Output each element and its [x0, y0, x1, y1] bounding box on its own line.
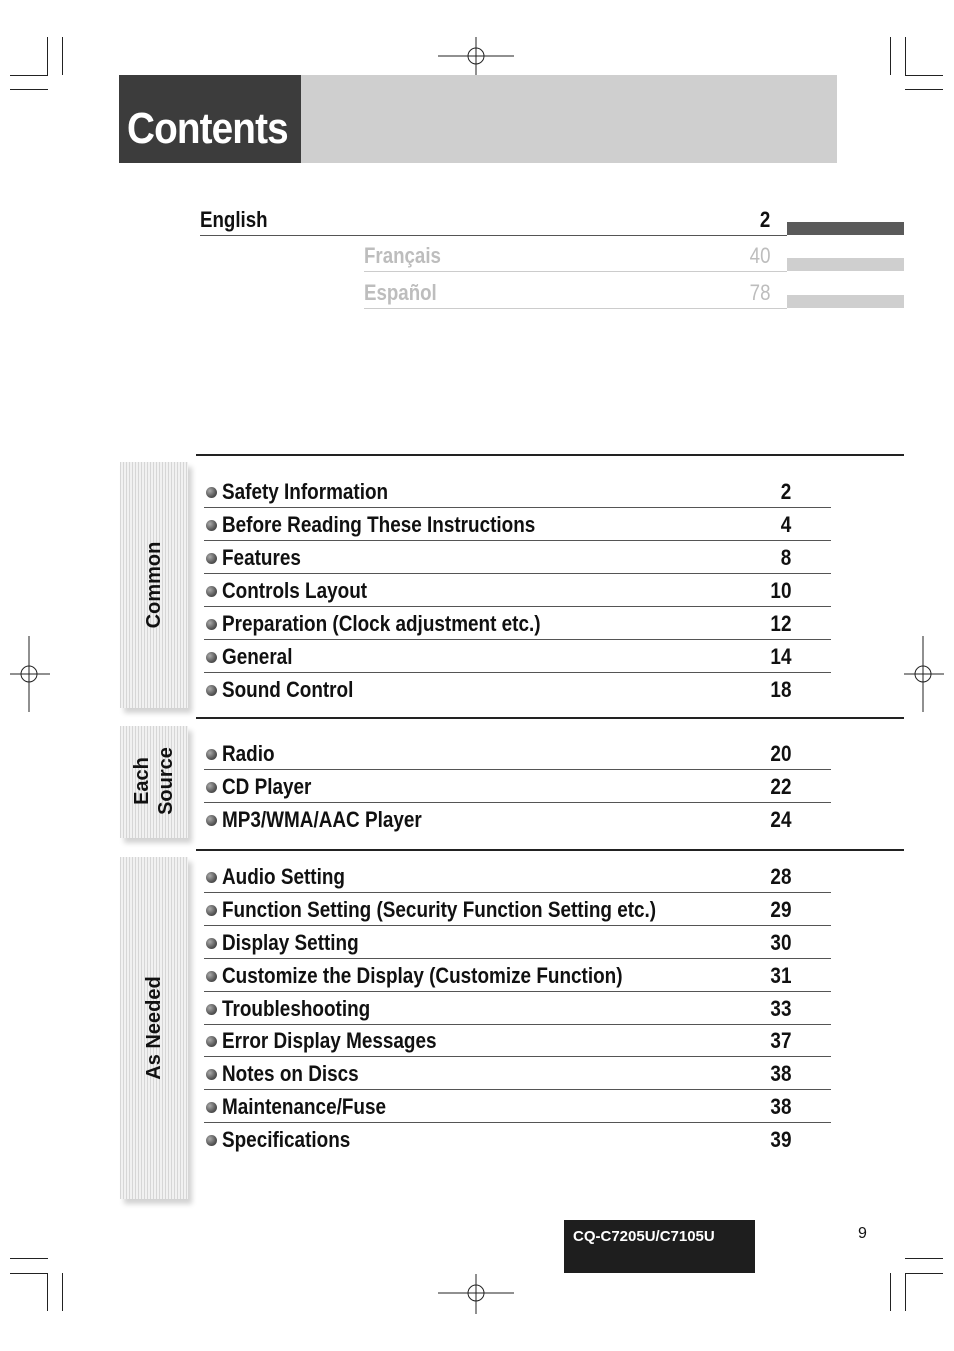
section-label-line2: Source	[155, 747, 177, 815]
bullet-icon	[206, 872, 217, 883]
bullet-icon	[206, 619, 217, 630]
toc-item-label: General	[222, 644, 293, 669]
toc-item[interactable]	[204, 926, 831, 959]
section-rule	[196, 717, 904, 719]
toc-item[interactable]	[204, 737, 831, 770]
page-title: Contents	[127, 104, 288, 153]
toc-item-label: Sound Control	[222, 677, 354, 702]
bullet-icon	[206, 1069, 217, 1080]
model-box	[564, 1220, 755, 1273]
toc-item[interactable]	[204, 673, 831, 706]
toc-item[interactable]	[204, 1024, 831, 1057]
registration-mark-icon	[904, 636, 944, 712]
toc-item-label: Audio Setting	[222, 864, 345, 889]
toc-item[interactable]	[204, 475, 831, 508]
section-tab-as-needed	[120, 857, 188, 1199]
language-page: 2	[759, 207, 770, 232]
toc-item[interactable]	[204, 803, 831, 836]
crop-mark	[905, 1258, 943, 1259]
section-rule	[196, 454, 904, 456]
toc-item[interactable]	[204, 1057, 831, 1090]
toc-item[interactable]	[204, 860, 831, 893]
crop-mark	[890, 1273, 891, 1311]
toc-item-label: Preparation (Clock adjustment etc.)	[222, 611, 541, 636]
language-page: 78	[749, 280, 770, 305]
toc-item-page: 8	[780, 545, 791, 570]
page-number: 9	[858, 1225, 867, 1242]
toc-item-label: Before Reading These Instructions	[222, 512, 536, 537]
toc-item-page: 14	[769, 644, 791, 669]
toc-item-page: 37	[769, 1028, 791, 1053]
toc-item-label: Features	[222, 545, 301, 570]
toc-item-label: Troubleshooting	[222, 996, 371, 1021]
toc-item-label: MP3/WMA/AAC Player	[222, 807, 422, 832]
title-box	[119, 75, 301, 163]
toc-item-label: Customize the Display (Customize Function)	[222, 963, 623, 988]
toc-item[interactable]	[204, 640, 831, 673]
toc-item[interactable]	[204, 508, 831, 541]
bullet-icon	[206, 749, 217, 760]
bullet-icon	[206, 520, 217, 531]
section-tab-each-source	[120, 726, 188, 838]
toc-item-label: Function Setting (Security Function Setting etc.)	[222, 897, 657, 922]
registration-mark-icon	[10, 636, 50, 712]
section-label-line1: Each	[131, 757, 153, 805]
section-label: Common	[143, 541, 165, 629]
toc-item-label: Maintenance/Fuse	[222, 1094, 387, 1119]
crop-mark	[905, 89, 943, 90]
toc-item-page: 33	[769, 996, 791, 1021]
toc-item-page: 38	[769, 1094, 791, 1119]
toc-item[interactable]	[204, 992, 831, 1025]
language-tab	[787, 295, 904, 308]
toc-item-page: 24	[769, 807, 791, 832]
toc-item-label: CD Player	[222, 774, 312, 799]
crop-mark	[10, 1258, 48, 1259]
toc-item-page: 2	[780, 479, 791, 504]
language-english[interactable]	[200, 207, 770, 233]
bullet-icon	[206, 1036, 217, 1047]
toc-item-page: 30	[769, 930, 791, 955]
crop-mark	[905, 75, 943, 76]
crop-mark	[62, 1273, 63, 1311]
bullet-icon	[206, 782, 217, 793]
bullet-icon	[206, 905, 217, 916]
bullet-icon	[206, 586, 217, 597]
crop-mark	[47, 37, 48, 75]
toc-item-page: 22	[769, 774, 791, 799]
bullet-icon	[206, 487, 217, 498]
bullet-icon	[206, 1102, 217, 1113]
toc-item-page: 18	[769, 677, 791, 702]
crop-mark	[905, 37, 906, 75]
bullet-icon	[206, 1004, 217, 1015]
toc-item-label: Safety Information	[222, 479, 389, 504]
bullet-icon	[206, 971, 217, 982]
toc-item[interactable]	[204, 1123, 831, 1156]
bullet-icon	[206, 938, 217, 949]
toc-item[interactable]	[204, 574, 831, 607]
toc-item-page: 20	[769, 741, 791, 766]
toc-item-label: Specifications	[222, 1127, 351, 1152]
language-spanish[interactable]	[364, 280, 770, 306]
toc-item-page: 4	[780, 512, 791, 537]
registration-mark-icon	[438, 1274, 514, 1314]
toc-item-page: 29	[769, 897, 791, 922]
language-underline	[364, 308, 787, 309]
section-tab-common	[120, 462, 188, 708]
crop-mark	[62, 37, 63, 75]
toc-item-page: 10	[769, 578, 791, 603]
language-page: 40	[749, 243, 770, 268]
bullet-icon	[206, 553, 217, 564]
toc-item-page: 28	[769, 864, 791, 889]
crop-mark	[10, 1273, 48, 1274]
crop-mark	[10, 75, 48, 76]
language-tab-active	[787, 222, 904, 235]
bullet-icon	[206, 815, 217, 826]
bullet-icon	[206, 1135, 217, 1146]
language-tab	[787, 258, 904, 271]
toc-item[interactable]	[204, 959, 831, 992]
crop-mark	[905, 1273, 943, 1274]
toc-item-label: Display Setting	[222, 930, 359, 955]
language-underline	[200, 235, 787, 236]
toc-item-label: Notes on Discs	[222, 1061, 359, 1086]
language-name: Español	[364, 280, 437, 305]
toc-item-page: 31	[769, 963, 791, 988]
crop-mark	[905, 1273, 906, 1311]
section-rule	[196, 849, 904, 851]
registration-mark-icon	[438, 37, 514, 77]
toc-item-page: 39	[769, 1127, 791, 1152]
language-french[interactable]	[364, 243, 770, 269]
model-number: CQ-C7205U/C7105U	[573, 1228, 715, 1245]
toc-item[interactable]	[204, 1090, 831, 1123]
section-label: As Needed	[143, 976, 165, 1080]
crop-mark	[10, 89, 48, 90]
language-name: Français	[364, 243, 441, 268]
toc-item[interactable]	[204, 893, 831, 926]
title-bar	[301, 75, 837, 163]
crop-mark	[47, 1273, 48, 1311]
toc-item[interactable]	[204, 607, 831, 640]
bullet-icon	[206, 685, 217, 696]
toc-item-page: 38	[769, 1061, 791, 1086]
language-name: English	[200, 207, 268, 232]
language-underline	[364, 271, 787, 272]
toc-item-label: Error Display Messages	[222, 1028, 437, 1053]
toc-item-label: Radio	[222, 741, 275, 766]
toc-item-label: Controls Layout	[222, 578, 368, 603]
toc-item[interactable]	[204, 541, 831, 574]
crop-mark	[890, 37, 891, 75]
toc-item[interactable]	[204, 770, 831, 803]
bullet-icon	[206, 652, 217, 663]
toc-item-page: 12	[769, 611, 791, 636]
